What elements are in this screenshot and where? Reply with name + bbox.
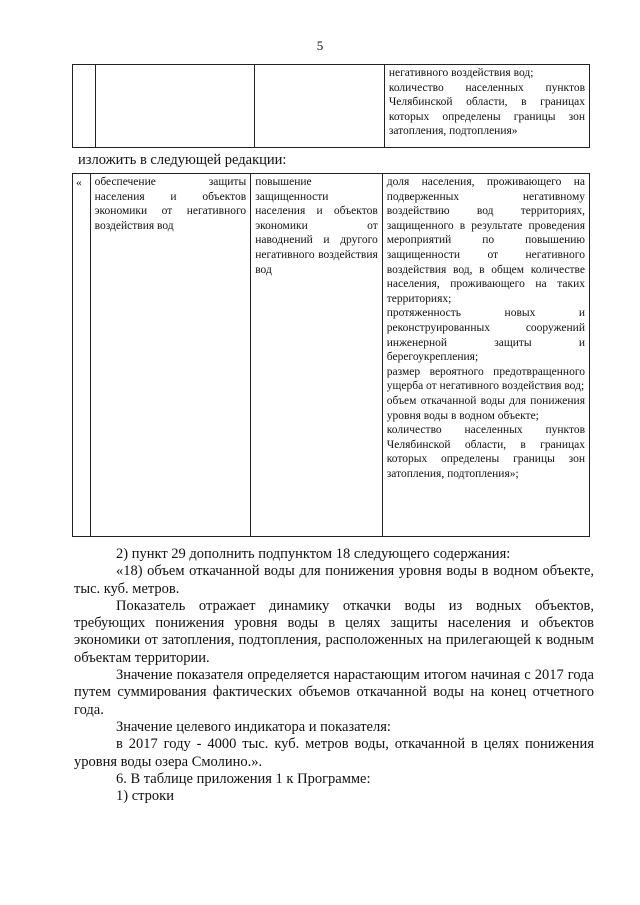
table-cell-marker bbox=[73, 65, 96, 148]
paragraph: Значение показателя определяется нарастающим итогом начиная с 2017 года путем суммирования фактических объемов откачанной воды на конец отчетного года. bbox=[74, 667, 594, 718]
table-cell-task bbox=[254, 65, 384, 148]
table-row bbox=[73, 65, 590, 148]
table-cell-indicators bbox=[384, 65, 589, 148]
indicator-line: количество населенных пунктов Челябинской области, в границах которых определены границы зон затопления, подтопления»; bbox=[386, 424, 585, 480]
paragraph: 6. В таблице приложения 1 к Программе: bbox=[116, 770, 371, 787]
paragraph: 1) строки bbox=[116, 788, 174, 805]
table-cell-task: повышение защищенности населения и объектов экономики от наводнений и другого негативного воздействия вод bbox=[251, 174, 383, 537]
new-table bbox=[72, 173, 590, 537]
previous-table-fragment bbox=[72, 64, 590, 148]
table-row bbox=[73, 174, 590, 537]
table-cell-goal: обеспечение защиты населения и объектов экономики от негативного воздействия вод bbox=[90, 174, 251, 537]
indicator-line: негативного воздействия вод; bbox=[388, 67, 534, 79]
paragraph: «18) объем откачанной воды для понижения уровня воды в водном объекте, тыс. куб. метров. bbox=[74, 563, 594, 597]
page-number: 5 bbox=[316, 38, 324, 53]
table-cell-marker: « bbox=[73, 174, 91, 537]
table-cell-goal bbox=[95, 65, 254, 148]
paragraph: Показатель отражает динамику откачки воды из водных объектов, требующих понижения уровня воды в целях защиты населения и объектов экономики от затопления, подтопления, расположенных на прилегающей к водным объектам территории. bbox=[74, 597, 594, 666]
indicator-line: протяженность новых и реконструированных сооружений инженерной защиты и берегоукрепления; bbox=[386, 307, 585, 364]
indicator-line: доля населения, проживающего на подверженных негативному воздействию вод территориях, защищенного в результате проведения мероприятий по повышению защищенности от негативного воздействия вод, в общем количестве населения, проживающего на таких территориях; bbox=[386, 176, 585, 305]
document-body bbox=[74, 546, 594, 805]
indicator-line: объем откачанной воды для понижения уровня воды в водном объекте; bbox=[386, 394, 585, 422]
indicator-line: размер вероятного предотвращенного ущерба от негативного воздействия вод; bbox=[386, 365, 585, 393]
paragraph: 2) пункт 29 дополнить подпунктом 18 следующего содержания: bbox=[116, 546, 511, 562]
table-cell-indicators bbox=[382, 174, 589, 537]
paragraph: в 2017 году - 4000 тыс. куб. метров воды, откачанной в целях понижения уровня воды озера Смолино.». bbox=[74, 736, 594, 770]
paragraph: Значение целевого индикатора и показателя: bbox=[116, 718, 391, 735]
intro-text: изложить в следующей редакции: bbox=[78, 152, 287, 168]
indicator-line: количество населенных пунктов Челябинской области, в границах которых определены границы зон затопления, подтопления» bbox=[388, 81, 585, 138]
